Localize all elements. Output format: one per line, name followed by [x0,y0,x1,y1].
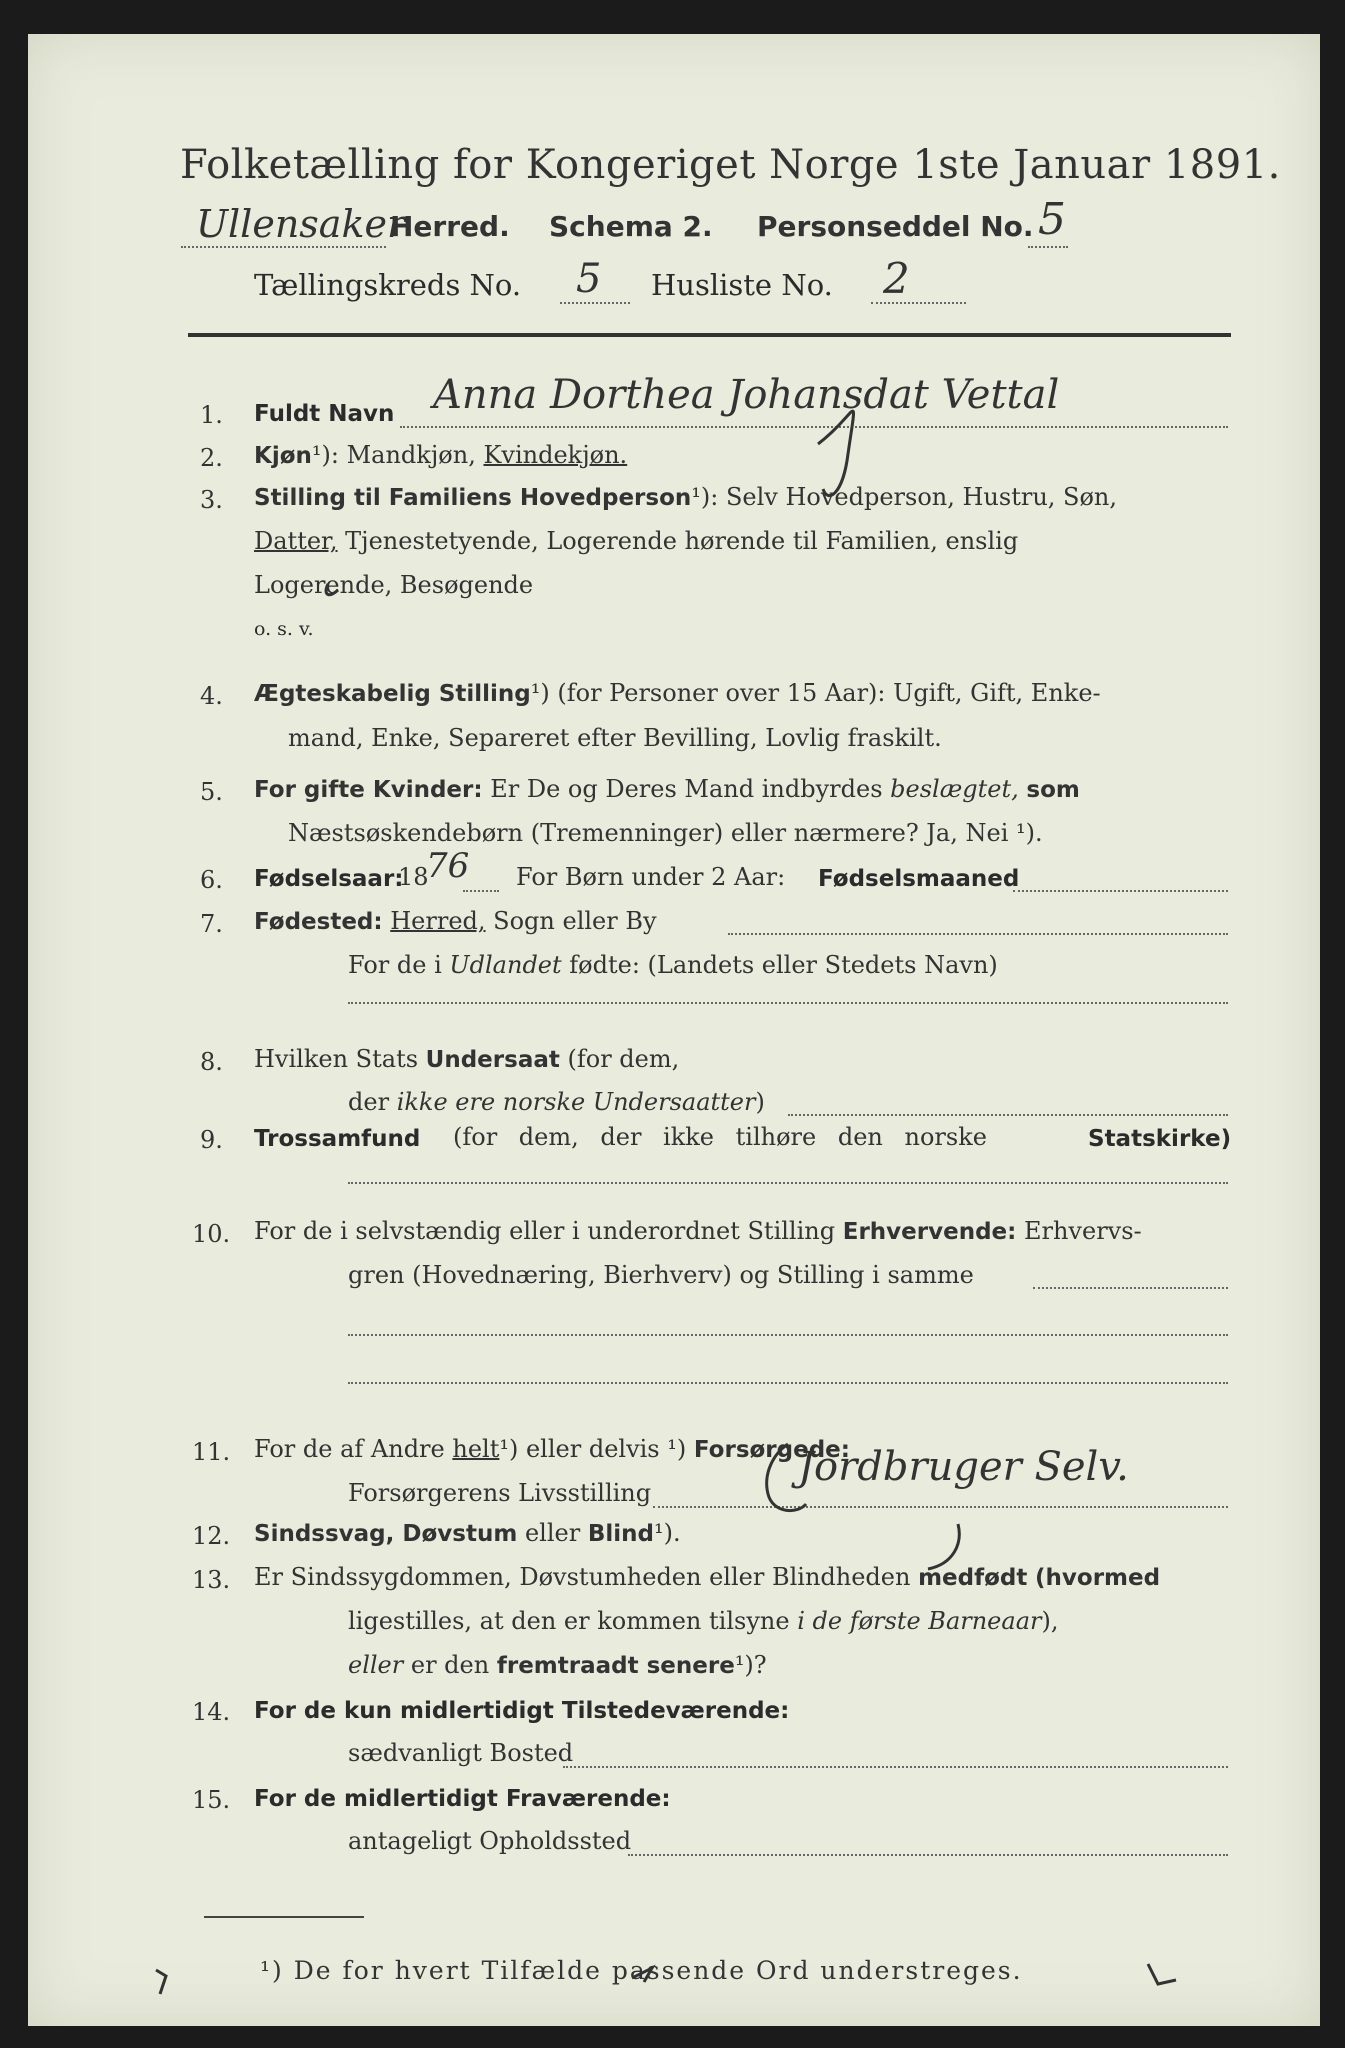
q3-label: Stilling til Familiens Hovedperson [254,485,692,511]
q14-line2: sædvanligt Bosted [348,1739,574,1767]
q6-year-value: 76 [426,846,470,886]
personseddel-label: Personseddel No. [757,210,1034,243]
handwritten-marks [28,34,1320,2026]
q13-line2-italic: i de første Barneaar [797,1607,1042,1635]
q6-number: 6. [200,866,223,894]
q8-line1-bold: Undersaat [425,1047,560,1073]
q9-label: Trossamfund [254,1126,421,1152]
census-form [28,34,1320,2026]
q10-line1-b: Erhvervs- [1023,1217,1142,1245]
q1-value-name: Anna Dorthea Johansdat Vettal [433,372,1060,418]
q12-label: Sindssvag, Døvstum [254,1521,518,1547]
q1-label: Fuldt Navn [254,401,395,427]
q6-year-prefix: 18 [398,863,429,891]
kreds-value: 5 [576,256,602,302]
q3-option-datter: Datter, [254,527,338,555]
q7-rest: Sogn eller By [493,907,657,935]
q13-line3-a: er den [410,1651,490,1679]
footnote: ¹) De for hvert Tilfælde passende Ord understreges. [260,1956,1023,1985]
q8-line2-b: ) [755,1088,765,1116]
q2-number: 2. [200,444,223,472]
q4-line2: mand, Enke, Separeret efter Bevilling, Lovlig fraskilt. [288,724,942,752]
q5-label: For gifte Kvinder: [254,777,483,803]
q13-line3-italic: eller [348,1651,404,1679]
q8-line1-c: (for dem, [567,1045,680,1073]
q13-line1-b: (hvormed [1035,1565,1161,1591]
q14-number: 14. [192,1698,231,1726]
q12-end: ¹). [653,1519,681,1547]
q5-line1-rest: Er De og Deres Mand indbyrdes [490,775,883,803]
q11-line2: Forsørgerens Livsstilling [348,1479,652,1507]
form-title: Folketælling for Kongeriget Norge 1ste Januar 1891. [180,142,1281,188]
q1-number: 1. [200,401,223,429]
q13-line2-b: ), [1041,1607,1059,1635]
q13-line1-a: Er Sindssygdommen, Døvstumheden eller Blindheden [254,1563,911,1591]
q15-label: For de midlertidigt Fraværende: [254,1786,671,1812]
q11-number: 11. [192,1438,231,1466]
schema-label: Schema 2. [549,210,713,243]
q5-number: 5. [200,778,223,806]
q3-number: 3. [200,486,223,514]
kreds-label: Tællingskreds No. [254,268,522,302]
q9-statskirke: Statskirke) [1088,1126,1232,1152]
q11-bold: Forsørgede: [693,1437,850,1463]
q9-number: 9. [200,1126,223,1154]
q14-label: For de kun midlertidigt Tilstedeværende: [254,1698,790,1724]
q2-sup: ¹): [311,441,347,469]
q8-line1-a: Hvilken Stats [254,1045,419,1073]
q10-bold: Erhvervende: [842,1219,1017,1245]
herred-value: Ullensaker [196,202,406,246]
q11-line1-a: For de af Andre [254,1435,445,1463]
q13-number: 13. [192,1566,231,1594]
q12-rest: eller [524,1519,581,1547]
q7-number: 7. [200,910,223,938]
q7-line2-b: fødte: (Landets eller Stedets Navn) [569,951,998,979]
q3-line1-rest: Selv Hovedperson, Hustru, Søn, [725,483,1118,511]
q7-option-herred: Herred, [390,907,486,935]
q13-bold: medfødt [918,1565,1028,1591]
q2-option-mandkjon: Mandkjøn, [346,441,476,469]
q4-number: 4. [200,682,223,710]
q3-line4: o. s. v. [254,618,314,640]
q8-line2-italic: ikke ere norske Undersaatter [396,1088,756,1116]
q10-number: 10. [192,1220,231,1248]
q2-label: Kjøn [254,443,312,469]
q11-value-livsstilling: Jordbruger Selv. [798,1444,1129,1490]
q10-line1-a: For de i selvstændig eller i underordnet Stilling [254,1217,836,1245]
q5-line2: Næstsøskendebørn (Tremenninger) eller nærmere? Ja, Nei ¹). [288,819,1043,847]
q12-number: 12. [192,1522,231,1550]
q6-fodselsmaaned: Fødselsmaaned [818,866,1020,892]
q11-option-helt: helt [452,1435,500,1463]
q6-rest: For Børn under 2 Aar: [516,863,786,891]
personseddel-value: 5 [1038,194,1066,245]
q3-line2-rest: Tjenestetyende, Logerende hørende til Familien, enslig [345,527,1019,555]
q4-label: Ægteskabelig Stilling [254,681,531,707]
q13-line3-b: ¹)? [734,1651,767,1679]
husliste-label: Husliste No. [651,268,833,302]
herred-label: Herred. [390,210,510,243]
q3-line3: Logerende, Besøgende [254,571,534,599]
q4-line1-rest: ¹) (for Personer over 15 Aar): Ugift, Gift, Enke- [530,679,1101,707]
q15-line2: antageligt Opholdssted [348,1827,632,1855]
q8-line2-a: der [348,1088,390,1116]
q10-line2: gren (Hovednæring, Bierhverv) og Stilling i samme [348,1261,974,1289]
q8-number: 8. [200,1048,223,1076]
q7-line2-a: For de i [348,951,442,979]
q12-blind: Blind [587,1521,654,1547]
q5-italic: beslægtet, [890,775,1019,803]
q7-line2-italic: Udlandet [449,951,562,979]
husliste-value: 2 [883,254,910,303]
q2-option-kvindekjon: Kvindekjøn. [483,441,628,469]
q7-label: Fødested: [254,909,383,935]
q13-line2-a: ligestilles, at den er kommen tilsyne [348,1607,790,1635]
q5-line1-end: som [1026,777,1080,803]
q13-line3-bold: fremtraadt senere [496,1653,735,1679]
q11-line1-b: ¹) eller delvis ¹) [499,1435,687,1463]
q3-sup: ¹): [691,483,726,511]
q6-label: Fødselsaar: [254,866,404,892]
q9-rest: (for dem, der ikke tilhøre den norske [453,1123,987,1151]
q15-number: 15. [192,1786,231,1814]
